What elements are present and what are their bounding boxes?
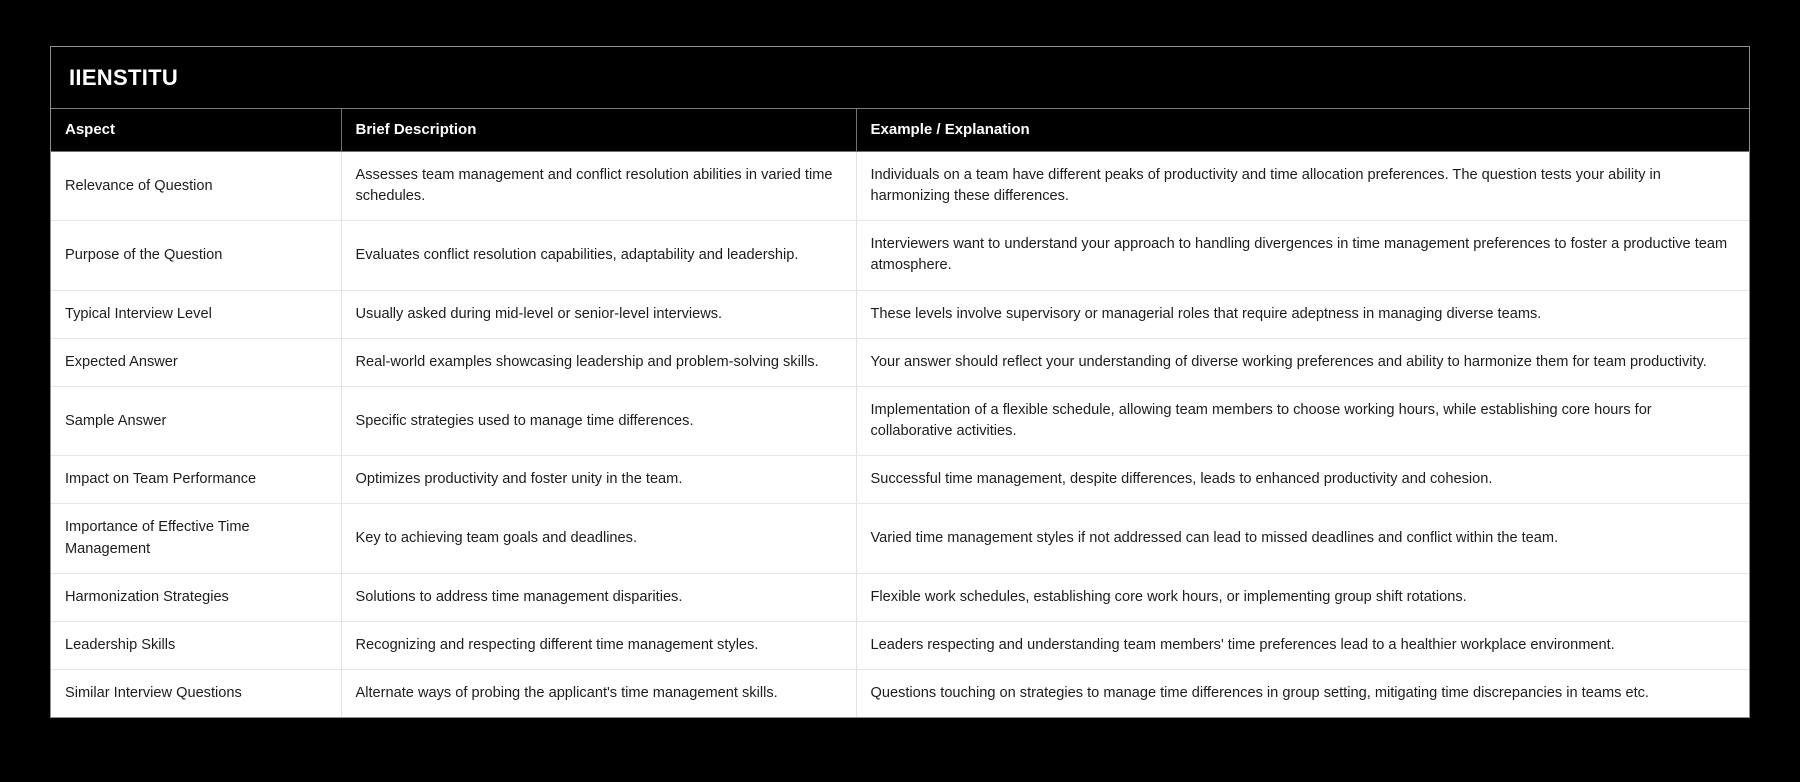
cell-example: Varied time management styles if not addressed can lead to missed deadlines and conflict within the team.: [856, 504, 1749, 573]
cell-example: Leaders respecting and understanding team members' time preferences lead to a healthier workplace environment.: [856, 621, 1749, 669]
cell-brief: Usually asked during mid-level or senior-level interviews.: [341, 290, 856, 338]
cell-brief: Real-world examples showcasing leadership and problem-solving skills.: [341, 338, 856, 386]
table-body: [51, 152, 1749, 718]
cell-example: Individuals on a team have different peaks of productivity and time allocation preferences. The question tests your ability in harmonizing these differences.: [856, 152, 1749, 221]
cell-brief: Solutions to address time management disparities.: [341, 573, 856, 621]
cell-example: These levels involve supervisory or managerial roles that require adeptness in managing diverse teams.: [856, 290, 1749, 338]
cell-example: Questions touching on strategies to manage time differences in group setting, mitigating time discrepancies in teams etc.: [856, 670, 1749, 718]
cell-brief: Key to achieving team goals and deadlines.: [341, 504, 856, 573]
cell-aspect: Purpose of the Question: [51, 221, 341, 290]
table-row: [51, 386, 1749, 455]
cell-aspect: Leadership Skills: [51, 621, 341, 669]
cell-brief: Specific strategies used to manage time differences.: [341, 386, 856, 455]
cell-aspect: Relevance of Question: [51, 152, 341, 221]
column-header-brief-description: Brief Description: [341, 109, 856, 152]
cell-brief: Assesses team management and conflict resolution abilities in varied time schedules.: [341, 152, 856, 221]
table-row: [51, 573, 1749, 621]
cell-aspect: Expected Answer: [51, 338, 341, 386]
cell-example: Successful time management, despite differences, leads to enhanced productivity and cohesion.: [856, 456, 1749, 504]
column-header-aspect: Aspect: [51, 109, 341, 152]
table-row: [51, 290, 1749, 338]
table-header-row: [51, 109, 1749, 152]
cell-brief: Evaluates conflict resolution capabilities, adaptability and leadership.: [341, 221, 856, 290]
cell-aspect: Similar Interview Questions: [51, 670, 341, 718]
cell-aspect: Sample Answer: [51, 386, 341, 455]
table-row: [51, 504, 1749, 573]
table-row: [51, 456, 1749, 504]
cell-aspect: Harmonization Strategies: [51, 573, 341, 621]
cell-aspect: Importance of Effective Time Management: [51, 504, 341, 573]
card-header: [51, 47, 1749, 109]
cell-example: Your answer should reflect your understanding of diverse working preferences and ability to harmonize them for team productivity.: [856, 338, 1749, 386]
cell-aspect: Impact on Team Performance: [51, 456, 341, 504]
table-header: [51, 109, 1749, 152]
aspect-table: [51, 109, 1749, 717]
cell-aspect: Typical Interview Level: [51, 290, 341, 338]
cell-example: Implementation of a flexible schedule, allowing team members to choose working hours, while establishing core hours for collaborative activities.: [856, 386, 1749, 455]
cell-example: Flexible work schedules, establishing core work hours, or implementing group shift rotations.: [856, 573, 1749, 621]
table-row: [51, 621, 1749, 669]
brand-title: IIENSTITU: [69, 64, 179, 90]
info-card: [50, 46, 1750, 718]
cell-brief: Recognizing and respecting different time management styles.: [341, 621, 856, 669]
cell-brief: Alternate ways of probing the applicant's time management skills.: [341, 670, 856, 718]
table-row: [51, 152, 1749, 221]
cell-example: Interviewers want to understand your approach to handling divergences in time management preferences to foster a productive team atmosphere.: [856, 221, 1749, 290]
table-row: [51, 221, 1749, 290]
table-row: [51, 670, 1749, 718]
column-header-example-explanation: Example / Explanation: [856, 109, 1749, 152]
table-row: [51, 338, 1749, 386]
cell-brief: Optimizes productivity and foster unity in the team.: [341, 456, 856, 504]
